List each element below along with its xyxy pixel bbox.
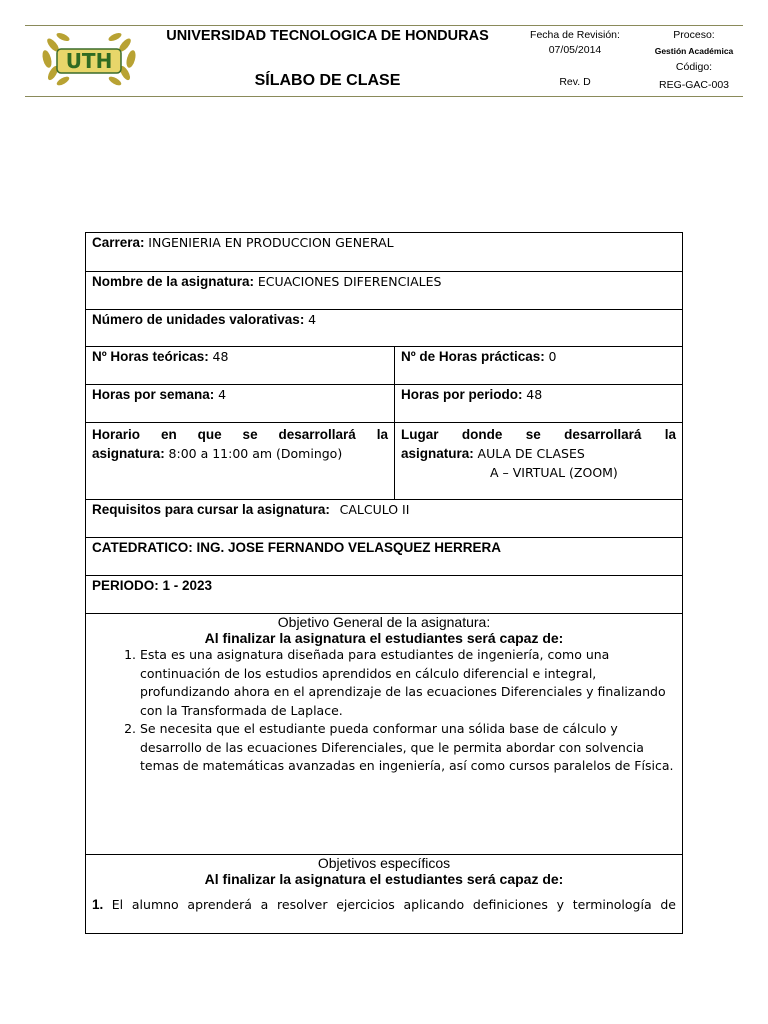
horas-semana-row	[86, 385, 682, 423]
unidades-row	[86, 310, 682, 347]
svg-text:UTH: UTH	[65, 49, 113, 73]
hs-label: Horas por semana:	[92, 387, 215, 402]
lugar-cell	[395, 423, 682, 499]
objetivo-general-title: Objetivo General de la asignatura:	[277, 614, 491, 630]
horas-teoricas-cell	[86, 347, 395, 384]
hp-label: Nº de Horas prácticas:	[401, 349, 545, 364]
code-label: Código:	[675, 61, 713, 73]
process-label: Proceso:	[673, 29, 715, 41]
catedratico-row	[86, 538, 682, 576]
lugar-label-1: Lugar donde se desarrollará la	[401, 427, 676, 442]
asignatura-row	[86, 272, 682, 310]
hs-value: 4	[218, 387, 227, 402]
horas-row	[86, 347, 682, 385]
code-value: REG-GAC-003	[658, 79, 730, 91]
requisitos-value: CALCULO II	[339, 502, 410, 517]
objetivos-especificos-subtitle: Al finalizar la asignatura el estudiantes será capaz de:	[204, 871, 564, 887]
hper-value: 48	[526, 387, 543, 402]
objetivo-1-number: 1.	[92, 897, 104, 912]
horas-semana-cell	[86, 385, 395, 422]
ht-label: Nº Horas teóricas:	[92, 349, 209, 364]
horario-label-2: asignatura:	[92, 446, 165, 461]
syllabus-table	[85, 232, 683, 934]
revision-label: Fecha de Revisión:	[530, 29, 620, 41]
objetivo-general-list	[92, 646, 676, 776]
horas-periodo-cell	[395, 385, 682, 422]
horario-cell	[86, 423, 395, 499]
process-value: Gestión Académica	[654, 46, 734, 56]
horario-lugar-row	[86, 423, 682, 500]
ht-value: 48	[212, 349, 229, 364]
objetivo-1-text: El alumno aprenderá a resolver ejercicios aplicando definiciones y terminología de	[111, 897, 676, 912]
hp-value: 0	[548, 349, 557, 364]
horas-practicas-cell	[395, 347, 682, 384]
lugar-value-2: A – VIRTUAL (ZOOM)	[490, 465, 618, 480]
lugar-value-1: AULA DE CLASES	[477, 446, 585, 461]
uv-value: 4	[308, 312, 317, 327]
objetivo-general-section	[86, 614, 682, 855]
objetivos-especificos-title: Objetivos específicos	[317, 855, 451, 871]
objetivo-especifico-1	[92, 897, 676, 912]
objetivos-especificos-section	[86, 855, 682, 933]
periodo-text: PERIODO: 1 - 2023	[92, 578, 213, 593]
catedratico-text: CATEDRATICO: ING. JOSE FERNANDO VELASQUEZ HERRERA	[92, 540, 502, 555]
horario-label-1: Horario en que se desarrollará la	[92, 427, 388, 442]
revision-date: 07/05/2014	[548, 44, 602, 56]
carrera-row	[86, 233, 682, 272]
university-name: UNIVERSIDAD TECNOLOGICA DE HONDURAS	[166, 28, 489, 44]
requisitos-row	[86, 500, 682, 538]
periodo-row	[86, 576, 682, 614]
requisitos-label: Requisitos para cursar la asignatura:	[92, 502, 330, 517]
document-header	[25, 25, 743, 97]
carrera-label: Carrera:	[92, 235, 145, 250]
asignatura-value: ECUACIONES DIFERENCIALES	[257, 274, 442, 289]
uv-label: Número de unidades valorativas:	[92, 312, 305, 327]
horario-value: 8:00 a 11:00 am (Domingo)	[168, 446, 343, 461]
lugar-label-2: asignatura:	[401, 446, 474, 461]
objetivo-general-subtitle: Al finalizar la asignatura el estudiantes será capaz de:	[204, 630, 564, 646]
list-item: 1. Esta es una asignatura diseñada para estudiantes de ingeniería, como una continuación de los estudios aprendidos en cálculo diferencial e integral, profundizando ahora en el aprendizaje de las ecuaciones Diferenciales y finalizando con la Transformada de Laplace.	[140, 646, 676, 720]
carrera-value: INGENIERIA EN PRODUCCION GENERAL	[148, 235, 394, 250]
asignatura-label: Nombre de la asignatura:	[92, 274, 255, 289]
document-title: SÍLABO DE CLASE	[254, 72, 401, 89]
hper-label: Horas por periodo:	[401, 387, 523, 402]
list-item: 2. Se necesita que el estudiante pueda conformar una sólida base de cálculo y desarrollo de las ecuaciones Diferenciales, que le permita abordar con solvencia temas de matemáticas avanzadas en ingeniería, así como cursos paralelos de Física.	[140, 720, 676, 776]
revision-version: Rev. D	[559, 76, 591, 88]
uth-logo	[35, 29, 143, 91]
